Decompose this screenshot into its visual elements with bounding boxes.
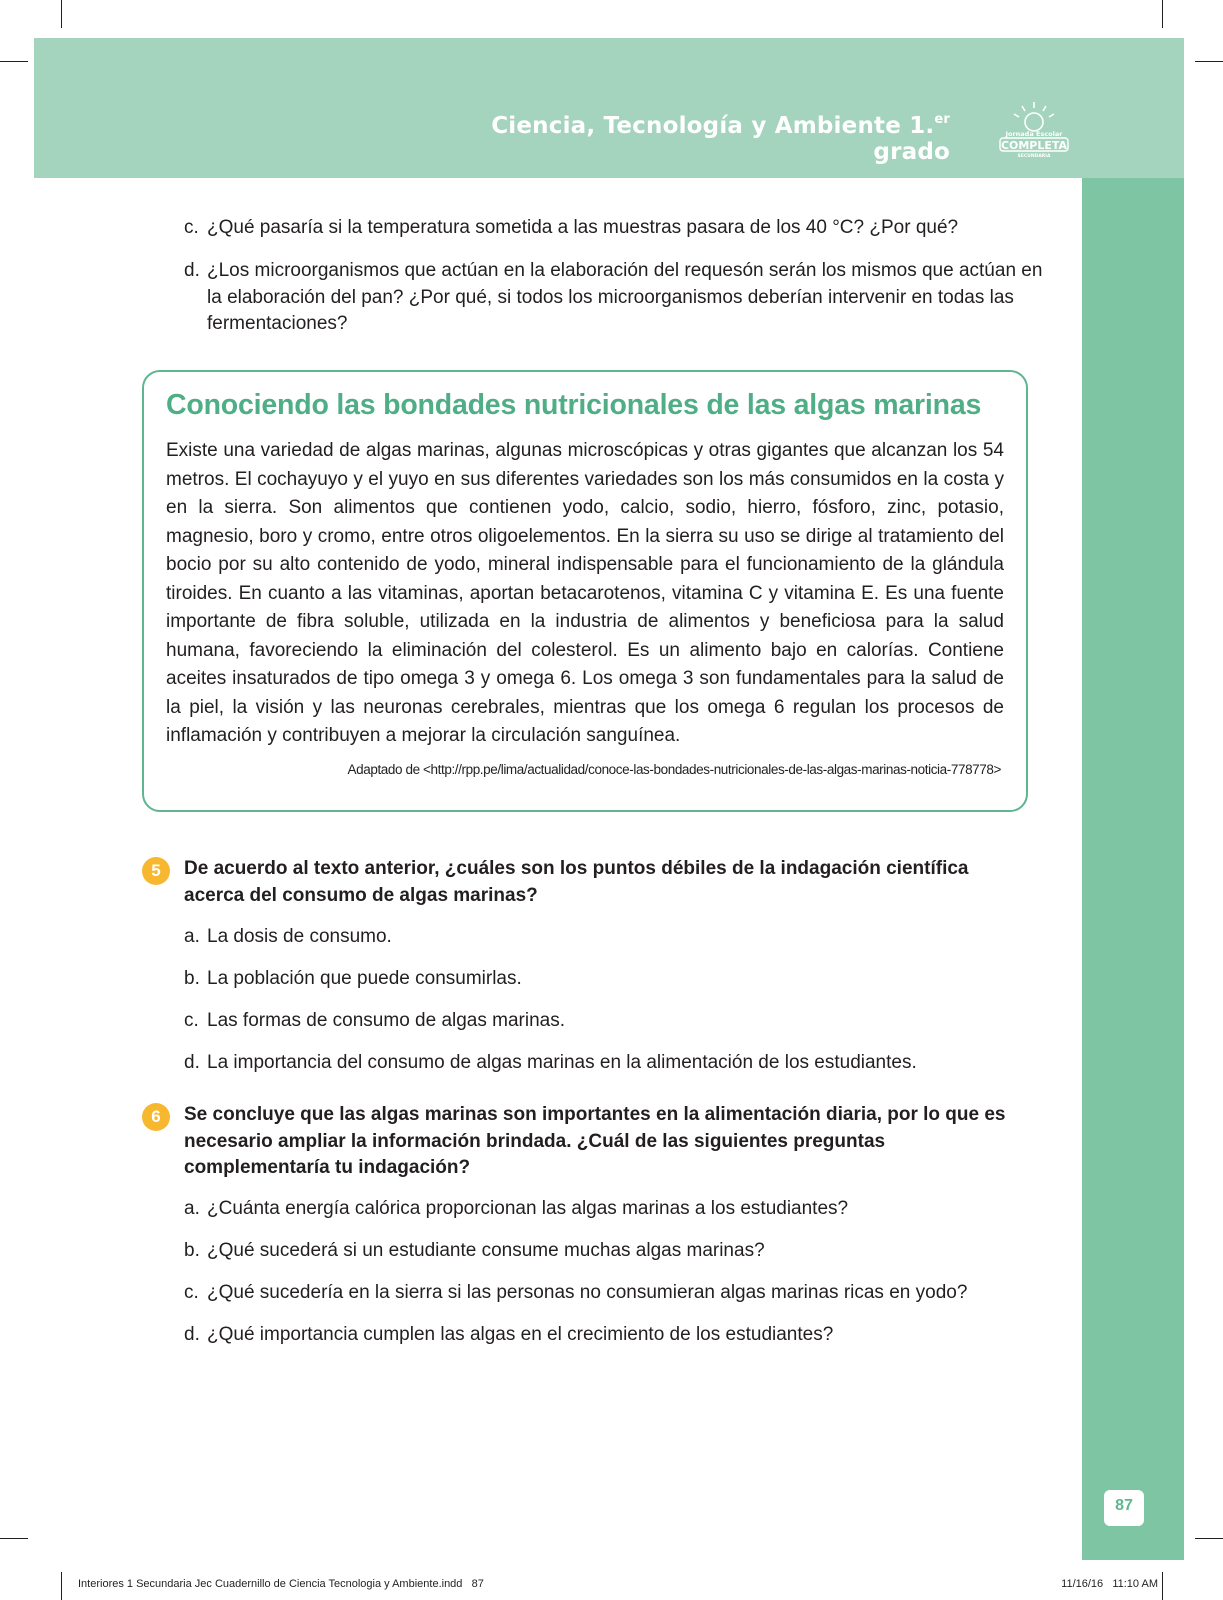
answer-option: [184, 1280, 1044, 1307]
option-letter: c.: [184, 1010, 199, 1031]
page-number: 87: [1115, 1497, 1133, 1514]
question-number-badge: 5: [142, 857, 170, 885]
question-text: De acuerdo al texto anterior, ¿cuáles son los puntos débiles de la indagación científica acerca del consumo de algas marinas?: [184, 858, 969, 906]
option-text: La importancia del consumo de algas marinas en la alimentación de los estudiantes.: [207, 1052, 917, 1073]
answer-option: [184, 1238, 1044, 1265]
item-letter: c.: [184, 217, 199, 238]
answer-option: [184, 1008, 1044, 1035]
answer-option: [184, 1196, 1044, 1223]
side-band: [1082, 178, 1184, 1560]
svg-text:Jornada Escolar: Jornada Escolar: [1005, 130, 1063, 138]
option-text: ¿Qué sucedería en la sierra si las personas no consumieran algas marinas ricas en yodo?: [207, 1282, 968, 1303]
crop-mark: [1195, 61, 1223, 62]
jornada-escolar-completa-logo-icon: [992, 100, 1076, 160]
option-letter: d.: [184, 1052, 200, 1073]
item-text: ¿Qué pasaría si la temperatura sometida a las muestras pasara de los 40 °C? ¿Por qué?: [207, 217, 959, 238]
reading-body: Existe una variedad de algas marinas, algunas microscópicas y otras gigantes que alcanzan los 54 metros. El cochayuyo y el yuyo en sus diferentes variedades son los más consumidos en la costa y en la sierra. Son alimentos que contienen yodo, calcio, sodio, hierro, fósforo, zinc, potasio, magnesio, boro y cromo, entre otros oligoelementos. En la sierra su uso se dirige al tratamiento del bocio por su alto contenido de yodo, mineral indispensable para el funcionamiento de la glándula tiroides. En cuanto a las vitaminas, aportan betacarotenos, vitamina C y vitamina E. Es una fuente importante de fibra soluble, utilizada en la industria de alimentos y beneficiosa para la salud humana, favoreciendo la eliminación del colesterol. Es un alimento bajo en calorías. Contiene aceites insaturados de tipo omega 3 y omega 6. Los omega 3 son fundamentales para la salud de la piel, la visión y las neuronas cerebrales, mientras que los omega 6 regulan los procesos de inflamación y contribuyen a mejorar la circulación sanguínea.: [166, 440, 1004, 746]
option-text: ¿Cuánta energía calórica proporcionan las algas marinas a los estudiantes?: [207, 1198, 849, 1219]
question-text: Se concluye que las algas marinas son importantes en la alimentación diaria, por lo que es necesario ampliar la información brindada. ¿Cuál de las siguientes preguntas complementaría tu indagación?: [184, 1104, 1006, 1178]
footer-file-name: Interiores 1 Secundaria Jec Cuadernillo de Ciencia Tecnologia y Ambiente.indd 87: [78, 1578, 484, 1590]
option-letter: d.: [184, 1324, 200, 1345]
crop-mark: [1162, 1572, 1163, 1600]
crop-mark: [61, 1572, 62, 1600]
crop-mark: [1162, 0, 1163, 28]
answer-option: [184, 924, 1044, 951]
option-letter: a.: [184, 1198, 200, 1219]
question-number-badge: 6: [142, 1103, 170, 1131]
option-letter: b.: [184, 968, 200, 989]
reading-source: Adaptado de <http://rpp.pe/lima/actualidad/conoce-las-bondades-nutricionales-de-las-algas-marinas-noticia-778778>: [347, 762, 1001, 777]
crop-mark: [0, 1538, 28, 1539]
svg-text:SECUNDARIA: SECUNDARIA: [1017, 154, 1051, 159]
answer-option: [184, 966, 1044, 993]
option-text: ¿Qué importancia cumplen las algas en el crecimiento de los estudiantes?: [207, 1324, 834, 1345]
option-letter: a.: [184, 926, 200, 947]
crop-mark: [61, 0, 62, 28]
item-letter: d.: [184, 260, 200, 281]
reading-title: Conociendo las bondades nutricionales de las algas marinas: [166, 389, 982, 421]
answer-option: [184, 1322, 1044, 1349]
svg-text:COMPLETA: COMPLETA: [1000, 139, 1068, 152]
crop-mark: [1195, 1538, 1223, 1539]
answer-option: [184, 1050, 1044, 1077]
option-letter: b.: [184, 1240, 200, 1261]
option-letter: c.: [184, 1282, 199, 1303]
option-text: ¿Qué sucederá si un estudiante consume muchas algas marinas?: [207, 1240, 765, 1261]
crop-mark: [0, 61, 28, 62]
list-item: [184, 258, 1044, 338]
option-text: Las formas de consumo de algas marinas.: [207, 1010, 566, 1031]
footer-timestamp: 11/16/16 11:10 AM: [1061, 1578, 1158, 1590]
option-text: La dosis de consumo.: [207, 926, 392, 947]
page-title: Ciencia, Tecnología y Ambiente 1.$^{er}$ grado: [491, 112, 950, 165]
item-text: ¿Los microorganismos que actúan en la elaboración del requesón serán los mismos que actúan en la elaboración del pan? ¿Por qué, si todos los microorganismos deberían intervenir en todas las fermentaciones?: [207, 260, 1043, 334]
list-item: [184, 215, 1044, 242]
option-text: La población que puede consumirlas.: [207, 968, 522, 989]
